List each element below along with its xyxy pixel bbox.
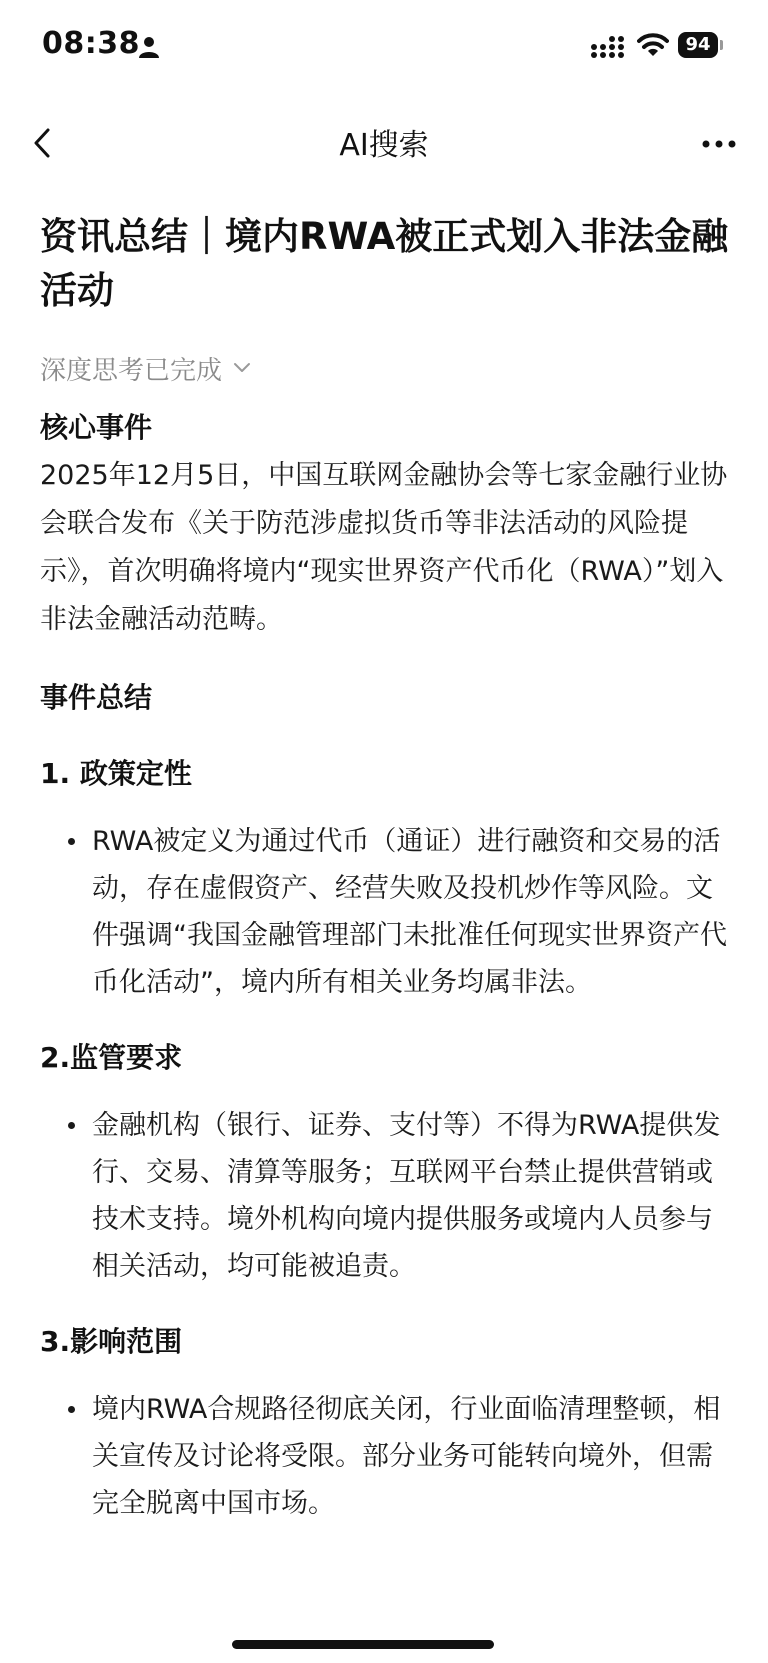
bullet-dot xyxy=(68,838,75,845)
status-time: 08:38 xyxy=(42,26,140,61)
bullet-text: 境内RWA合规路径彻底关闭，行业面临清理整顿，相关宣传及讨论将受限。部分业务可能转向境外，但需完全脱离中国市场。 xyxy=(92,1394,721,1519)
back-button[interactable] xyxy=(28,118,72,168)
thinking-status-label: 深度思考已完成 xyxy=(40,355,223,386)
section-heading-regulation: 2.监管要求 xyxy=(40,1041,183,1074)
home-indicator[interactable] xyxy=(232,1640,494,1649)
list-item xyxy=(40,818,730,1006)
section-heading-impact: 3.影响范围 xyxy=(40,1325,183,1358)
section-heading-policy: 1. 政策定性 xyxy=(40,757,192,790)
more-dots-icon xyxy=(700,126,744,162)
wifi-icon xyxy=(637,32,669,58)
page-title: AI搜索 xyxy=(339,128,429,163)
core-event-text: 2025年12月5日，中国互联网金融协会等七家金融行业协会联合发布《关于防范涉虚拟货币等非法活动的风险提示》，首次明确将境内“现实世界资产代币化（RWA）”划入非法金融活动范畴。 xyxy=(40,460,728,635)
bullet-text: 金融机构（银行、证券、支付等）不得为RWA提供发行、交易、清算等服务；互联网平台禁止提供营销或技术支持。境外机构向境内提供服务或境内人员参与相关活动，均可能被追责。 xyxy=(92,1110,721,1282)
more-button[interactable] xyxy=(700,126,744,162)
chevron-left-icon xyxy=(28,118,72,168)
summary-heading: 事件总结 xyxy=(40,681,153,714)
thinking-status-toggle[interactable] xyxy=(40,348,730,388)
person-icon xyxy=(138,36,160,58)
battery-tip xyxy=(720,40,723,50)
article-title: 资讯总结｜境内RWA被正式划入非法金融活动 xyxy=(40,215,729,312)
list-item xyxy=(40,1386,730,1527)
chevron-down-icon xyxy=(232,361,252,375)
status-bar xyxy=(0,0,768,96)
signal-icon xyxy=(590,34,626,60)
list-item xyxy=(40,1102,730,1290)
nav-bar xyxy=(0,100,768,190)
core-event-heading: 核心事件 xyxy=(40,411,153,444)
bullet-dot xyxy=(68,1122,75,1129)
battery-level: 94 xyxy=(678,32,718,58)
bullet-dot xyxy=(68,1406,75,1413)
battery-icon xyxy=(678,32,722,60)
article-content xyxy=(40,210,730,1527)
bullet-text: RWA被定义为通过代币（通证）进行融资和交易的活动，存在虚假资产、经营失败及投机炒作等风险。文件强调“我国金融管理部门未批准任何现实世界资产代币化活动”，境内所有相关业务均属非法。 xyxy=(92,826,727,998)
